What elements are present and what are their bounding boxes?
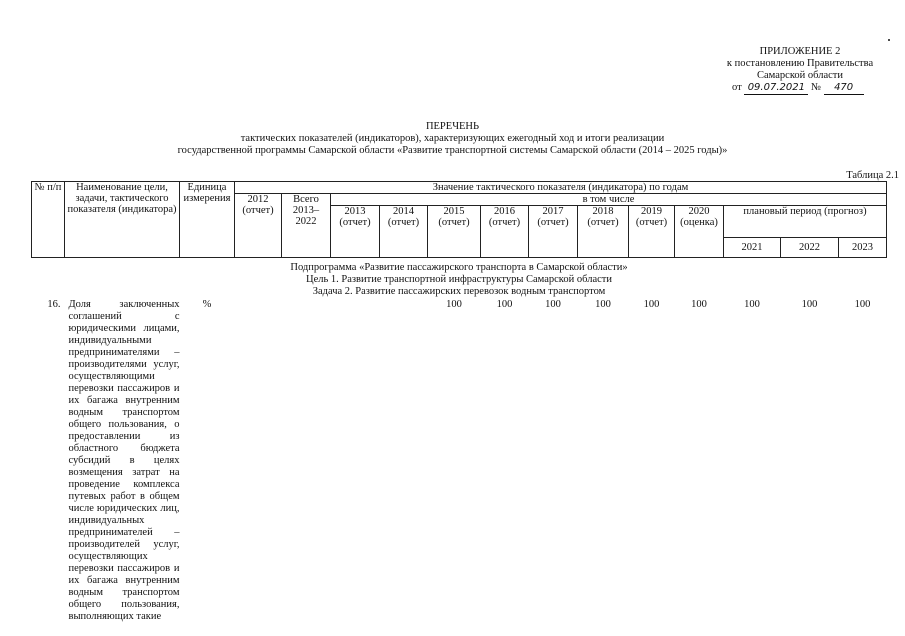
value-2015: 100	[446, 299, 462, 310]
value-2016: 100	[496, 299, 513, 310]
value-2023: 100	[854, 299, 871, 310]
header-2018: 2018 (отчет)	[578, 206, 629, 258]
header-2017: 2017 (отчет)	[529, 206, 578, 258]
number-label: №	[810, 82, 821, 93]
header-2023: 2023	[839, 238, 887, 258]
annex-resolution: к постановлению Правительства	[726, 58, 874, 69]
handwritten-number: 470	[824, 82, 864, 95]
annex-block	[700, 46, 900, 95]
indicators-table	[31, 181, 887, 624]
indicator-name: Доля заключенных соглашений с юридическими лицами, индивидуальными предпринимателями – производителями услуг, осуществляющими перевозки пассажиров и их багажа внутренним водным транспортом общего пользования, о предоставлении из областного бюджета субсидий в целях возмещения затрат на проведение комплекса путевых работ в общем числе юридических лиц, индивидуальных предпринимателей – производителей услуг, осуществляющих перевозки пассажиров и их багажа внутренним водным транспортом общего пользования, выполняющих такие	[68, 299, 180, 622]
value-total	[282, 298, 331, 624]
annex-title: ПРИЛОЖЕНИЕ 2	[759, 46, 841, 57]
header-2022: 2022	[781, 238, 839, 258]
header-total: Всего 2013–2022	[282, 194, 331, 258]
header-name: Наименование цели, задачи, тактического показателя (индикатора)	[65, 182, 180, 258]
header-values-group: Значение тактического показателя (индикатора) по годам	[235, 182, 887, 194]
program-name: государственной программы Самарской области «Развитие транспортной системы Самарской области (2014 – 2025 годы)»	[177, 145, 728, 156]
value-2019: 100	[643, 299, 660, 310]
handwritten-date: 09.07.2021	[744, 82, 808, 95]
value-2022: 100	[801, 299, 818, 310]
value-2018: 100	[595, 299, 611, 310]
header-including: в том числе	[331, 194, 887, 206]
header-num: № п/п	[32, 182, 65, 258]
header-2020: 2020 (оценка)	[675, 206, 724, 258]
annex-region: Самарской области	[757, 70, 843, 81]
header-2015: 2015 (отчет)	[428, 206, 481, 258]
value-2012	[235, 298, 282, 624]
header-2012: 2012 (отчет)	[235, 194, 282, 258]
row-number: 16.	[47, 299, 61, 310]
table-row	[32, 298, 887, 624]
subprogram-heading: Подпрограмма «Развитие пассажирского транспорта в Самарской области»	[290, 262, 628, 273]
from-label: от	[732, 82, 742, 93]
value-2020: 100	[691, 299, 707, 310]
header-2019: 2019 (отчет)	[629, 206, 675, 258]
scan-speck	[888, 39, 890, 41]
table-number: Таблица 2.1	[846, 170, 899, 181]
task-heading: Задача 2. Развитие пассажирских перевозок водным транспортом	[312, 286, 606, 297]
header-unit: Единица измерения	[180, 182, 235, 258]
value-2014	[380, 298, 428, 624]
value-2021: 100	[744, 299, 760, 310]
value-2013	[331, 298, 380, 624]
goal-heading: Цель 1. Развитие транспортной инфраструктуры Самарской области	[306, 274, 612, 285]
document-title: ПЕРЕЧЕНЬ	[425, 121, 480, 132]
header-2021: 2021	[724, 238, 781, 258]
indicator-unit: %	[202, 299, 212, 310]
header-2016: 2016 (отчет)	[481, 206, 529, 258]
document-subtitle: тактических показателей (индикаторов), характеризующих ежегодный ход и итоги реализации	[240, 133, 665, 144]
annex-date-number	[700, 82, 900, 95]
header-2013: 2013 (отчет)	[331, 206, 380, 258]
header-plan-period: плановый период (прогноз)	[724, 206, 887, 238]
value-2017: 100	[545, 299, 561, 310]
header-2014: 2014 (отчет)	[380, 206, 428, 258]
